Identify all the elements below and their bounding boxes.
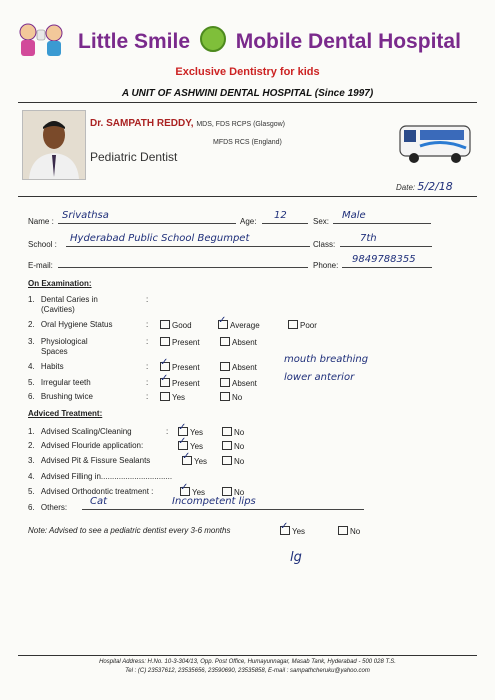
phone-label: Phone: xyxy=(313,261,339,270)
note-text: Note: Advised to see a pediatric dentist every 3-6 months xyxy=(28,526,231,535)
opt-label: Absent xyxy=(232,363,257,372)
checkbox[interactable] xyxy=(280,526,290,535)
sex-value: Male xyxy=(342,210,366,221)
opt-absent[interactable] xyxy=(220,337,257,347)
opt-label: Present xyxy=(172,363,200,372)
checkbox[interactable] xyxy=(222,487,232,496)
treat-num: 4. xyxy=(28,472,35,481)
doctor-role: Pediatric Dentist xyxy=(90,150,178,164)
colon: : xyxy=(166,427,169,436)
exam-num: 6. xyxy=(28,392,35,401)
exam-item-3 xyxy=(28,337,88,346)
exam-num: 1. xyxy=(28,295,35,304)
colon: : xyxy=(146,320,149,329)
treat-label: Others: xyxy=(40,503,68,512)
checkbox[interactable] xyxy=(288,320,298,329)
unit-line: A UNIT OF ASHWINI DENTAL HOSPITAL (Since 1997) xyxy=(121,88,374,99)
checkbox[interactable] xyxy=(180,487,190,496)
exam-item-2 xyxy=(28,320,113,329)
checkbox[interactable] xyxy=(178,427,188,436)
tooth-logo-icon xyxy=(200,26,226,52)
hospital-title xyxy=(78,26,461,54)
kids-logo-icon xyxy=(12,22,74,60)
checkbox[interactable] xyxy=(218,320,228,329)
opt-present[interactable] xyxy=(160,337,200,347)
email-label: E-mail: xyxy=(28,261,53,270)
treatment-heading: Adviced Treatment: xyxy=(28,409,103,418)
name-label: Name : xyxy=(28,217,54,226)
treat-item-6 xyxy=(28,503,67,512)
school-label: School : xyxy=(28,240,57,249)
habits-note: mouth breathing xyxy=(284,354,369,365)
opt-label: Absent xyxy=(232,379,257,388)
footer-address: Hospital Address: H.No. 10-3-304/13, Opp. Post Office, Humayunnagar, Masab Tank, Hyderabad - 500 028 T.S. xyxy=(99,659,396,665)
opt-label: Poor xyxy=(300,321,317,330)
treat-num: 1. xyxy=(28,427,35,436)
footer-divider xyxy=(18,655,477,656)
exam-label: Oral Hygiene Status xyxy=(40,320,113,329)
opt-label: Present xyxy=(172,379,200,388)
date-field xyxy=(396,180,453,193)
opt-yes[interactable] xyxy=(178,441,203,451)
colon: : xyxy=(146,378,149,387)
treat-num: 6. xyxy=(28,503,35,512)
checkbox[interactable] xyxy=(160,320,170,329)
opt-no[interactable] xyxy=(222,456,244,466)
class-value: 7th xyxy=(360,233,377,244)
subtitle: Exclusive Dentistry for kids xyxy=(175,66,320,78)
irregular-teeth-note: lower anterior xyxy=(284,372,355,383)
checkbox[interactable] xyxy=(160,392,170,401)
checkbox[interactable] xyxy=(220,378,230,387)
checkbox[interactable] xyxy=(160,362,170,371)
class-line xyxy=(340,235,432,247)
exam-item-4 xyxy=(28,362,64,371)
opt-label: No xyxy=(234,442,245,451)
doctor-divider xyxy=(18,196,477,197)
examination-heading: On Examination: xyxy=(28,279,92,288)
checkbox[interactable] xyxy=(222,441,232,450)
colon: : xyxy=(146,337,149,346)
mobile-bus-icon xyxy=(396,112,476,172)
class-label: Class: xyxy=(313,240,336,249)
title-left: Little Smile xyxy=(78,30,191,53)
date-value: 5/2/18 xyxy=(417,180,453,193)
treat-num: 2. xyxy=(28,441,35,450)
exam-num: 4. xyxy=(28,362,35,371)
opt-present[interactable] xyxy=(160,362,200,372)
opt-label: No xyxy=(232,393,243,402)
age-value: 12 xyxy=(274,210,287,221)
treat-item-1 xyxy=(28,427,132,436)
opt-label: Yes xyxy=(292,527,306,536)
opt-label: No xyxy=(234,488,245,497)
checkbox[interactable] xyxy=(338,526,348,535)
treat-item-5 xyxy=(28,487,153,496)
age-label: Age: xyxy=(240,217,257,226)
exam-num: 5. xyxy=(28,378,35,387)
exam-item-6 xyxy=(28,392,93,401)
others-note-1: Cat xyxy=(90,496,108,507)
exam-label: Habits xyxy=(40,362,64,371)
checkbox[interactable] xyxy=(220,362,230,371)
opt-yes[interactable] xyxy=(182,456,207,466)
treat-item-4 xyxy=(28,472,172,481)
opt-label: No xyxy=(350,527,361,536)
treat-label: Advised Scaling/Cleaning xyxy=(40,427,132,436)
checkbox[interactable] xyxy=(160,378,170,387)
opt-average[interactable] xyxy=(218,320,260,330)
opt-no[interactable] xyxy=(222,427,244,437)
opt-absent[interactable] xyxy=(220,362,257,372)
checkbox[interactable] xyxy=(220,392,230,401)
opt-label: Average xyxy=(230,321,260,330)
opt-absent[interactable] xyxy=(220,378,257,388)
doctor-credentials-1: MDS, FDS RCPS (Glasgow) xyxy=(196,121,285,128)
opt-label: Yes xyxy=(190,428,204,437)
title-right: Mobile Dental Hospital xyxy=(235,30,461,53)
doctor-name-text: Dr. SAMPATH REDDY, xyxy=(90,118,194,129)
treat-num: 5. xyxy=(28,487,35,496)
others-note-2: Incompetent lips xyxy=(172,496,256,507)
checkbox[interactable] xyxy=(160,337,170,346)
exam-num: 3. xyxy=(28,337,35,346)
opt-yes[interactable] xyxy=(160,392,185,402)
opt-label: Yes xyxy=(194,457,208,466)
exam-item-1 xyxy=(28,295,98,304)
opt-poor[interactable] xyxy=(288,320,317,330)
treat-label: Advised Flouride application: xyxy=(40,441,144,450)
exam-label-line2: (Cavities) xyxy=(41,305,75,314)
date-label: Date: xyxy=(396,183,416,192)
checkbox[interactable] xyxy=(222,456,232,465)
treat-num: 3. xyxy=(28,456,35,465)
opt-label: Present xyxy=(172,338,200,347)
checkbox[interactable] xyxy=(222,427,232,436)
colon: : xyxy=(146,295,149,304)
exam-num: 2. xyxy=(28,320,35,329)
checkbox[interactable] xyxy=(178,441,188,450)
email-line xyxy=(58,256,308,268)
opt-label: Yes xyxy=(172,393,186,402)
exam-label: Dental Caries in xyxy=(40,295,98,304)
exam-item-5 xyxy=(28,378,91,387)
exam-label: Irregular teeth xyxy=(40,378,91,387)
sex-label: Sex: xyxy=(313,217,330,226)
opt-good[interactable] xyxy=(160,320,192,330)
opt-label: No xyxy=(234,457,245,466)
phone-value: 9849788355 xyxy=(352,254,416,265)
colon: : xyxy=(146,362,149,371)
treat-label: Advised Pit & Fissure Sealants xyxy=(40,456,151,465)
checkbox[interactable] xyxy=(220,337,230,346)
exam-label: Brushing twice xyxy=(40,392,93,401)
doctor-credentials-2: MFDS RCS (England) xyxy=(213,139,282,146)
header-divider xyxy=(18,102,477,103)
doctor-photo xyxy=(22,110,86,180)
signature: lg xyxy=(290,550,302,565)
exam-label-line2: Spaces xyxy=(41,347,68,356)
treat-item-2 xyxy=(28,441,143,450)
opt-no[interactable] xyxy=(220,392,242,402)
opt-label: Good xyxy=(172,321,192,330)
opt-no[interactable] xyxy=(222,441,244,451)
name-value: Srivathsa xyxy=(62,210,109,221)
treat-label: Advised Orthodontic treatment : xyxy=(40,487,154,496)
opt-label: Absent xyxy=(232,338,257,347)
doctor-name xyxy=(90,118,285,129)
opt-label: Yes xyxy=(192,488,206,497)
note-no[interactable] xyxy=(338,526,360,536)
checkbox[interactable] xyxy=(182,456,192,465)
colon: : xyxy=(146,392,149,401)
treat-item-3 xyxy=(28,456,150,465)
footer-contact: Tel : (C) 23537612, 23535656, 23590690, 23535858, E-mail : sampathcheruku@yahoo.com xyxy=(125,668,370,674)
treat-label: Advised Filling in................................ xyxy=(40,472,173,481)
opt-present[interactable] xyxy=(160,378,200,388)
note-yes[interactable] xyxy=(280,526,305,536)
exam-label: Physiological xyxy=(40,337,88,346)
school-value: Hyderabad Public School Begumpet xyxy=(70,233,250,244)
opt-label: No xyxy=(234,428,245,437)
opt-label: Yes xyxy=(190,442,204,451)
